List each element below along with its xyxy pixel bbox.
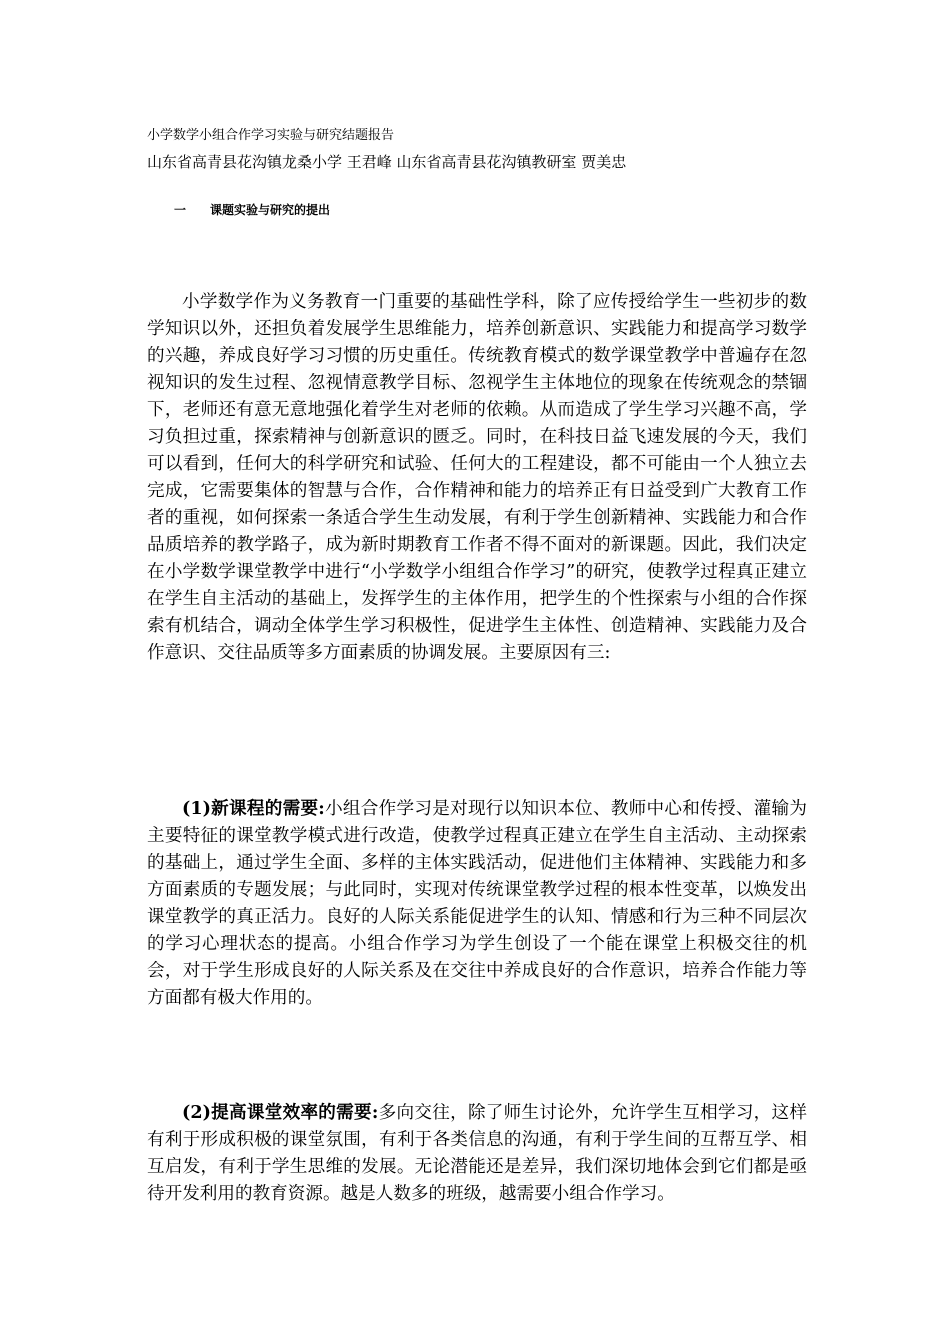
paragraph-intro	[147, 289, 807, 667]
paragraph-new-curriculum-text: 小组合作学习是对现行以知识本位、教师中心和传授、灌输为主要特征的课堂教学模式进行改造，使教学过程真正建立在学生自主活动、主动探索的基础上，通过学生全面、多样的主体实践活动，促进他们主体精神、实践能力和多方面素质的专题发展；与此同时，实现对传统课堂教学过程的根本性变革，以焕发出课堂教学的真正活力。良好的人际关系能促进学生的认知、情感和行为三种不同层次的学习心理状态的提高。小组合作学习为学生创设了一个能在课堂上积极交往的机会，对于学生形成良好的人际关系及在交往中养成良好的合作意识，培养合作能力等方面都有极大作用的。	[147, 799, 807, 1008]
section-number: 一	[174, 203, 187, 217]
document-authors: 山东省高青县花沟镇龙桑小学 王君峰 山东省高青县花沟镇教研室 贾美忠	[147, 153, 627, 171]
section-heading	[174, 201, 330, 219]
paragraph-class-efficiency	[147, 1099, 807, 1208]
section-heading-text: 课题实验与研究的提出	[210, 203, 331, 217]
paragraph-intro-text: 小学数学作为义务教育一门重要的基础性学科，除了应传授给学生一些初步的数学知识以外，还担负着发展学生思维能力，培养创新意识、实践能力和提高学习数学的兴趣，养成良好学习习惯的历史重任。传统教育模式的数学课堂教学中普遍存在忽视知识的发生过程、忽视情意教学目标、忽视学生主体地位的现象在传统观念的禁锢下，老师还有意无意地强化着学生对老师的依赖。从而造成了学生学习兴趣不高，学习负担过重，探索精神与创新意识的匮乏。同时，在科技日益飞速发展的今天，我们可以看到，任何大的科学研究和试验、任何大的工程建设，都不可能由一个人独立去完成，它需要集体的智慧与合作，合作精神和能力的培养正有日益受到广大教育工作者的重视，如何探索一条适合学生生动发展，有利于学生创新精神、实践能力和合作品质培养的教学路子，成为新时期教育工作者不得不面对的新课题。因此，我们决定在小学数学课堂教学中进行“小学数学小组组合作学习”的研究，使教学过程真正建立在学生自主活动的基础上，发挥学生的主体作用，把学生的个性探索与小组的合作探索有机结合，调动全体学生学习积极性，促进学生主体性、创造精神、实践能力及合作意识、交往品质等多方面素质的协调发展。主要原因有三:	[147, 292, 807, 663]
paragraph-class-efficiency-text: 多向交往，除了师生讨论外，允许学生互相学习，这样有利于形成积极的课堂氛围，有利于各类信息的沟通，有利于学生间的互帮互学、相互启发，有利于学生思维的发展。无论潜能还是差异，我们深切地体会到它们都是亟待开发利用的教育资源。越是人数多的班级，越需要小组合作学习。	[147, 1103, 807, 1204]
paragraph-new-curriculum-lead: (1)新课程的需要:	[182, 798, 325, 819]
paragraph-class-efficiency-lead: (2)提高课堂效率的需要:	[182, 1102, 379, 1123]
document-title: 小学数学小组合作学习实验与研究结题报告	[147, 128, 395, 143]
paragraph-new-curriculum	[147, 795, 807, 1012]
